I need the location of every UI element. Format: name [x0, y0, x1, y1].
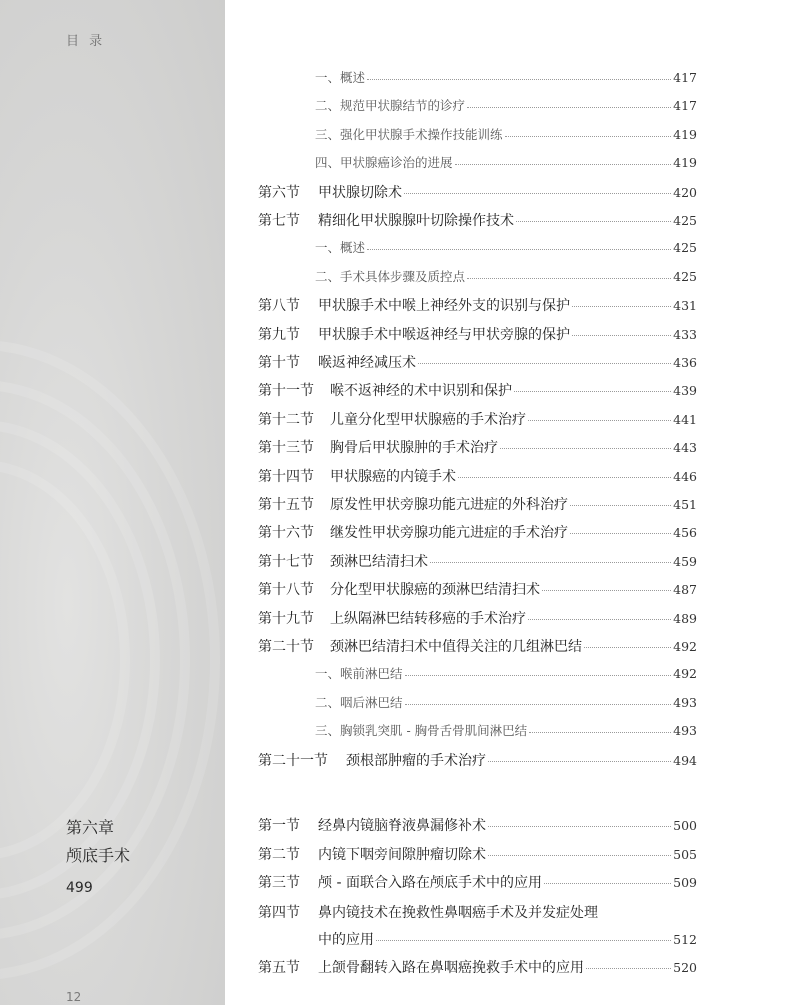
section-number: 第十六节 — [258, 525, 314, 541]
entry-page: 500 — [673, 818, 697, 833]
toc-entry — [315, 68, 697, 88]
section-number: 第一节 — [258, 818, 300, 834]
entry-title: 颈淋巴结清扫术 — [330, 554, 428, 570]
toc-entry — [258, 182, 697, 202]
entry-title: 二、咽后淋巴结 — [315, 695, 403, 710]
section-number: 第十四节 — [258, 469, 314, 485]
entry-page: 419 — [673, 155, 697, 170]
entry-page: 441 — [673, 412, 697, 427]
entry-title: 继发性甲状旁腺功能亢进症的手术治疗 — [330, 525, 568, 541]
section-number: 第三节 — [258, 875, 300, 891]
entry-page: 512 — [673, 932, 697, 947]
dot-leader — [528, 619, 671, 620]
dot-leader — [505, 136, 672, 137]
section-number: 第二十一节 — [258, 753, 328, 769]
toc-entry — [258, 522, 697, 542]
page-header: 目 录 — [66, 34, 106, 49]
toc-entry — [258, 608, 697, 628]
entry-title: 内镜下咽旁间隙肿瘤切除术 — [318, 847, 486, 863]
toc-entry — [315, 125, 697, 145]
entry-page: 487 — [673, 582, 697, 597]
dot-leader — [570, 505, 671, 506]
toc-entry — [258, 494, 697, 514]
toc-entry — [258, 210, 697, 230]
dot-leader — [528, 420, 671, 421]
entry-title: 甲状腺癌的内镜手术 — [330, 469, 456, 485]
dot-leader — [586, 968, 671, 969]
entry-page: 417 — [673, 98, 697, 113]
entry-title: 儿童分化型甲状腺癌的手术治疗 — [330, 412, 526, 428]
entry-title: 中的应用 — [318, 932, 374, 948]
entry-page: 509 — [673, 875, 697, 890]
section-number: 第十七节 — [258, 554, 314, 570]
section-number: 第十一节 — [258, 383, 314, 399]
dot-leader — [418, 363, 671, 364]
entry-title: 鼻内镜技术在挽救性鼻咽癌手术及并发症处理 — [318, 905, 598, 921]
section-number: 第十五节 — [258, 497, 314, 513]
dot-leader — [572, 306, 671, 307]
entry-title: 喉返神经减压术 — [318, 355, 416, 371]
page-number: 12 — [66, 990, 82, 1004]
toc-entry — [258, 815, 697, 835]
entry-page: 492 — [673, 666, 697, 681]
toc-entry — [258, 902, 598, 922]
toc-entry — [258, 466, 697, 486]
toc-entry — [258, 324, 697, 344]
dot-leader — [404, 193, 671, 194]
toc-entry — [315, 664, 697, 684]
entry-title: 颈根部肿瘤的手术治疗 — [346, 753, 486, 769]
toc-entry — [315, 96, 697, 116]
entry-page: 425 — [673, 213, 697, 228]
section-number: 第二节 — [258, 847, 300, 863]
chapter-title: 颅底手术 — [66, 846, 131, 865]
section-number: 第五节 — [258, 960, 300, 976]
entry-title: 原发性甲状旁腺功能亢进症的外科治疗 — [330, 497, 568, 513]
toc-entry — [315, 693, 697, 713]
entry-page: 425 — [673, 240, 697, 255]
section-number: 第二十节 — [258, 639, 314, 655]
toc-entry — [258, 409, 697, 429]
entry-page: 446 — [673, 469, 697, 484]
toc-entry — [315, 267, 697, 287]
entry-page: 419 — [673, 127, 697, 142]
entry-title: 颅 - 面联合入路在颅底手术中的应用 — [318, 875, 542, 891]
dot-leader — [570, 533, 671, 534]
entry-page: 493 — [673, 695, 697, 710]
entry-page: 505 — [673, 847, 697, 862]
toc-entry — [258, 872, 697, 892]
dot-leader — [367, 79, 671, 80]
entry-title: 甲状腺切除术 — [318, 185, 402, 201]
dot-leader — [584, 647, 671, 648]
entry-title: 胸骨后甲状腺肿的手术治疗 — [330, 440, 498, 456]
entry-title: 一、概述 — [315, 240, 366, 255]
entry-title: 二、规范甲状腺结节的诊疗 — [315, 98, 466, 113]
entry-title: 二、手术具体步骤及质控点 — [315, 269, 466, 284]
dot-leader — [488, 826, 671, 827]
entry-title: 颈淋巴结清扫术中值得关注的几组淋巴结 — [330, 639, 582, 655]
entry-title: 四、甲状腺癌诊治的进展 — [315, 155, 453, 170]
toc-entry — [258, 551, 697, 571]
chapter-number: 第六章 — [66, 818, 115, 837]
dot-leader — [405, 704, 672, 705]
dot-leader — [542, 590, 671, 591]
section-number: 第十二节 — [258, 412, 314, 428]
dot-leader — [572, 335, 671, 336]
entry-page: 459 — [673, 554, 697, 569]
section-number: 第十节 — [258, 355, 300, 371]
entry-page: 492 — [673, 639, 697, 654]
entry-page: 494 — [673, 753, 697, 768]
entry-page: 439 — [673, 383, 697, 398]
toc-entry — [315, 238, 697, 258]
toc-entry — [315, 153, 697, 173]
dot-leader — [455, 164, 672, 165]
entry-page: 417 — [673, 70, 697, 85]
entry-title: 上纵隔淋巴结转移癌的手术治疗 — [330, 611, 526, 627]
entry-page: 451 — [673, 497, 697, 512]
dot-leader — [467, 278, 671, 279]
toc-entry — [258, 295, 697, 315]
toc-entry — [258, 636, 697, 656]
entry-title: 喉不返神经的术中识别和保护 — [330, 383, 512, 399]
section-number: 第四节 — [258, 905, 300, 921]
dot-leader — [488, 855, 671, 856]
entry-page: 520 — [673, 960, 697, 975]
entry-page: 493 — [673, 723, 697, 738]
section-number: 第十八节 — [258, 582, 314, 598]
section-number: 第七节 — [258, 213, 300, 229]
dot-leader — [467, 107, 671, 108]
toc-entry — [258, 437, 697, 457]
dot-leader — [529, 732, 671, 733]
entry-page: 436 — [673, 355, 697, 370]
section-number: 第十九节 — [258, 611, 314, 627]
entry-page: 489 — [673, 611, 697, 626]
toc-entry — [258, 844, 697, 864]
dot-leader — [458, 477, 671, 478]
entry-title: 分化型甲状腺癌的颈淋巴结清扫术 — [330, 582, 540, 598]
entry-title: 三、胸锁乳突肌 - 胸骨舌骨肌间淋巴结 — [315, 723, 528, 738]
dot-leader — [430, 562, 671, 563]
entry-page: 431 — [673, 298, 697, 313]
entry-title: 三、强化甲状腺手术操作技能训练 — [315, 127, 503, 142]
entry-page: 425 — [673, 269, 697, 284]
chapter-page: 499 — [66, 880, 93, 896]
toc-entry — [258, 579, 697, 599]
entry-page: 443 — [673, 440, 697, 455]
section-number: 第九节 — [258, 327, 300, 343]
dot-leader — [500, 448, 671, 449]
dot-leader — [376, 940, 671, 941]
entry-page: 420 — [673, 185, 697, 200]
section-number: 第十三节 — [258, 440, 314, 456]
toc-entry — [258, 352, 697, 372]
dot-leader — [514, 391, 671, 392]
toc-entry — [315, 721, 697, 741]
toc-entry — [318, 929, 697, 949]
toc-entry — [258, 750, 697, 770]
section-number: 第六节 — [258, 185, 300, 201]
dot-leader — [488, 761, 671, 762]
entry-title: 精细化甲状腺腺叶切除操作技术 — [318, 213, 514, 229]
entry-title: 上颌骨翻转入路在鼻咽癌挽救手术中的应用 — [318, 960, 584, 976]
dot-leader — [544, 883, 671, 884]
entry-page: 456 — [673, 525, 697, 540]
section-number: 第八节 — [258, 298, 300, 314]
toc-entry — [258, 380, 697, 400]
entry-title: 一、喉前淋巴结 — [315, 666, 403, 681]
entry-title: 甲状腺手术中喉上神经外支的识别与保护 — [318, 298, 570, 314]
dot-leader — [367, 249, 671, 250]
entry-title: 一、概述 — [315, 70, 366, 85]
dot-leader — [405, 675, 672, 676]
dot-leader — [516, 221, 671, 222]
toc-entry — [258, 957, 697, 977]
entry-title: 甲状腺手术中喉返神经与甲状旁腺的保护 — [318, 327, 570, 343]
entry-title: 经鼻内镜脑脊液鼻漏修补术 — [318, 818, 486, 834]
entry-page: 433 — [673, 327, 697, 342]
